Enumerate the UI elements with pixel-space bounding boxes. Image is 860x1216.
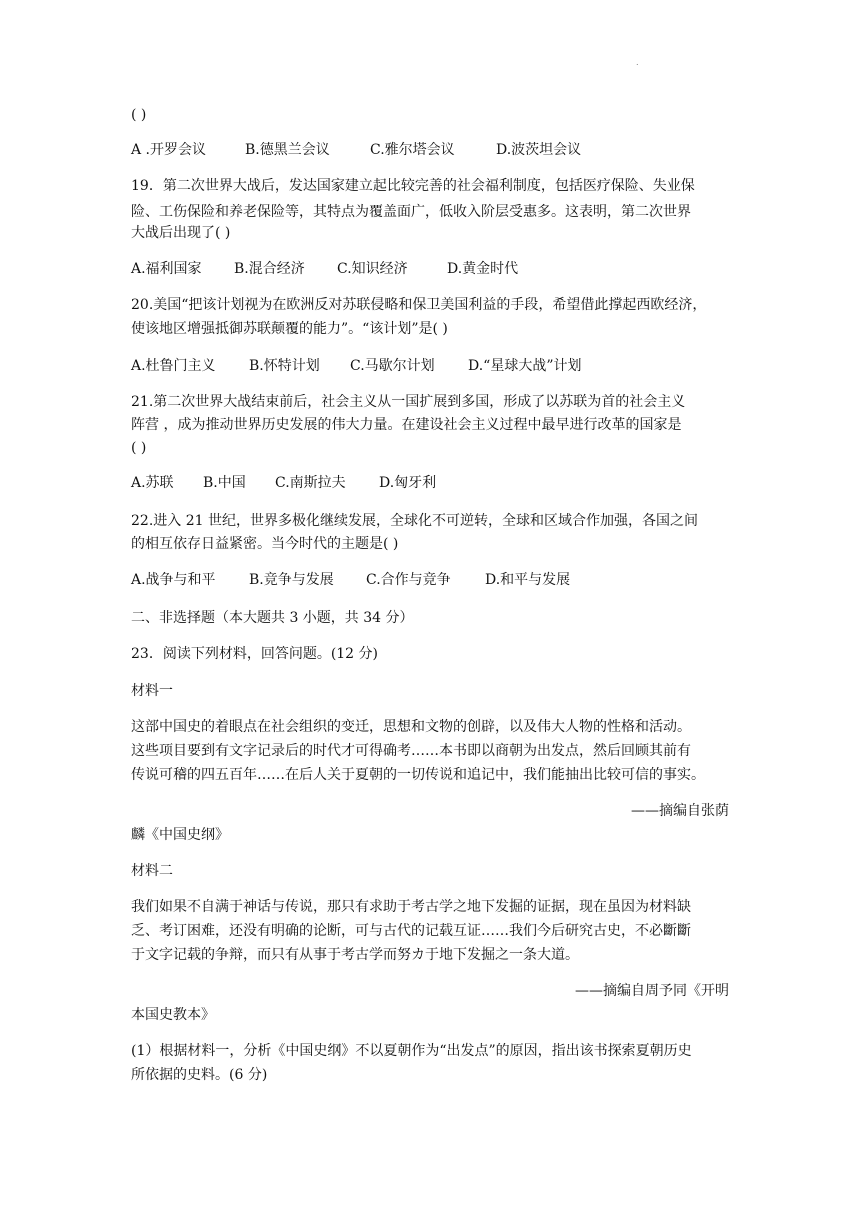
material-2-line-2: 乏、考订困难，还没有明确的论断，可与古代的记载互证……我们今后研究古史，不必斷斷 <box>131 923 691 939</box>
material-2-label: 材料二 <box>131 863 173 879</box>
q21-stem-line-2: 阵营 ，成为推动世界历史发展的伟大力量。在建设社会主义过程中最早进行改革的国家是 <box>131 417 682 433</box>
q22-option-d[interactable]: D.和平与发展 <box>485 572 571 588</box>
q20-options <box>131 355 582 377</box>
q22-stem-line-2: 的相互依存日益紧密。当今时代的主题是( ) <box>131 536 399 552</box>
q22-option-a[interactable]: A.战争与和平 <box>131 572 216 588</box>
q22-option-c[interactable]: C.合作与竞争 <box>366 572 451 588</box>
material-2-source: ——摘编自周予同《开明 <box>575 983 729 999</box>
material-1-line-3: 传说可稽的四五百年……在后人关于夏朝的一切传说和追记中，我们能抽出比较可信的事实。 <box>131 767 705 783</box>
q19-option-b[interactable]: B.混合经济 <box>234 261 305 277</box>
material-1-line-2: 这些项目要到有文字记录后的时代才可得确考……本书即以商朝为出发点，然后回顾其前有 <box>131 743 691 759</box>
q20-stem-line-2: 使该地区增强抵御苏联颠覆的能力”。“该计划”是( ) <box>131 321 448 337</box>
q22-option-b[interactable]: B.竞争与发展 <box>249 572 334 588</box>
q20-stem-line-1: 20.美国“把该计划视为在欧洲反对苏联侵略和保卫美国利益的手段，希望借此撑起西欧经济， <box>131 297 707 313</box>
q21-option-d[interactable]: D.匈牙利 <box>379 475 437 491</box>
q18-answer-paren: ( ) <box>131 107 147 123</box>
q21-option-a[interactable]: A.苏联 <box>131 475 174 491</box>
q21-option-c[interactable]: C.南斯拉夫 <box>275 475 346 491</box>
q20-option-b[interactable]: B.怀特计划 <box>249 358 320 374</box>
q19-options <box>131 258 518 280</box>
q19-option-d[interactable]: D.黄金时代 <box>447 261 519 277</box>
q19-option-c[interactable]: C.知识经济 <box>337 261 408 277</box>
q23-sub1-line-2: 所依据的史料。(6 分) <box>131 1067 268 1083</box>
q18-options <box>131 139 581 161</box>
q23-title: 23．阅读下列材料，回答问题。(12 分) <box>131 646 379 662</box>
q19-stem-line-1: 19．第二次世界大战后，发达国家建立起比较完善的社会福利制度，包括医疗保险、失业保 <box>131 178 695 194</box>
material-1-source: ——摘编自张荫 <box>631 803 729 819</box>
q19-option-a[interactable]: A.福利国家 <box>131 261 202 277</box>
material-1-source-cont: 麟《中国史纲》 <box>131 827 229 843</box>
section-2-title: 二、非选择题（本大题共 3 小题，共 34 分） <box>131 610 414 626</box>
q22-stem-line-1: 22.进入 21 世纪，世界多极化继续发展，全球化不可逆转，全球和区域合作加强，各国之间 <box>131 513 698 529</box>
q18-option-b[interactable]: B.德黑兰会议 <box>245 142 330 158</box>
material-2-source-cont: 本国史教本》 <box>131 1007 215 1023</box>
q18-option-a[interactable]: A .开罗会议 <box>131 142 207 158</box>
q19-stem-line-3: 大战后出现了( ) <box>131 225 231 241</box>
q22-options <box>131 569 570 591</box>
material-1-label: 材料一 <box>131 683 173 699</box>
q20-option-d[interactable]: D.“星球大战”计划 <box>468 358 582 374</box>
page-mark: . <box>636 58 639 67</box>
q21-stem-line-1: 21.第二次世界大战结束前后，社会主义从一国扩展到多国，形成了以苏联为首的社会主义 <box>131 394 686 410</box>
q18-option-d[interactable]: D.波茨坦会议 <box>496 142 582 158</box>
material-2-line-1: 我们如果不自满于神话与传说，那只有求助于考古学之地下发掘的证据，现在虽因为材料缺 <box>131 899 691 915</box>
q21-option-b[interactable]: B.中国 <box>203 475 246 491</box>
q21-stem-line-3: ( ) <box>131 440 147 456</box>
material-2-line-3: 于文字记载的争辩，而只有从事于考古学而努カ于地下发掘之一条大道。 <box>131 947 579 963</box>
q20-option-a[interactable]: A.杜鲁门主义 <box>131 358 216 374</box>
material-1-line-1: 这部中国史的着眼点在社会组织的变迁，思想和文物的创辟，以及伟大人物的性格和活动。 <box>131 719 691 735</box>
q18-option-c[interactable]: C.雅尔塔会议 <box>370 142 455 158</box>
q19-stem-line-2: 险、工伤保险和养老保险等，其特点为覆盖面广，低收入阶层受惠多。这表明，第二次世界 <box>131 204 691 220</box>
q23-sub1-line-1: (1）根据材料一，分析《中国史纲》不以夏朝作为“出发点”的原因，指出该书探索夏朝历史 <box>131 1043 692 1059</box>
q20-option-c[interactable]: C.马歇尔计划 <box>350 358 435 374</box>
q21-options <box>131 472 436 494</box>
